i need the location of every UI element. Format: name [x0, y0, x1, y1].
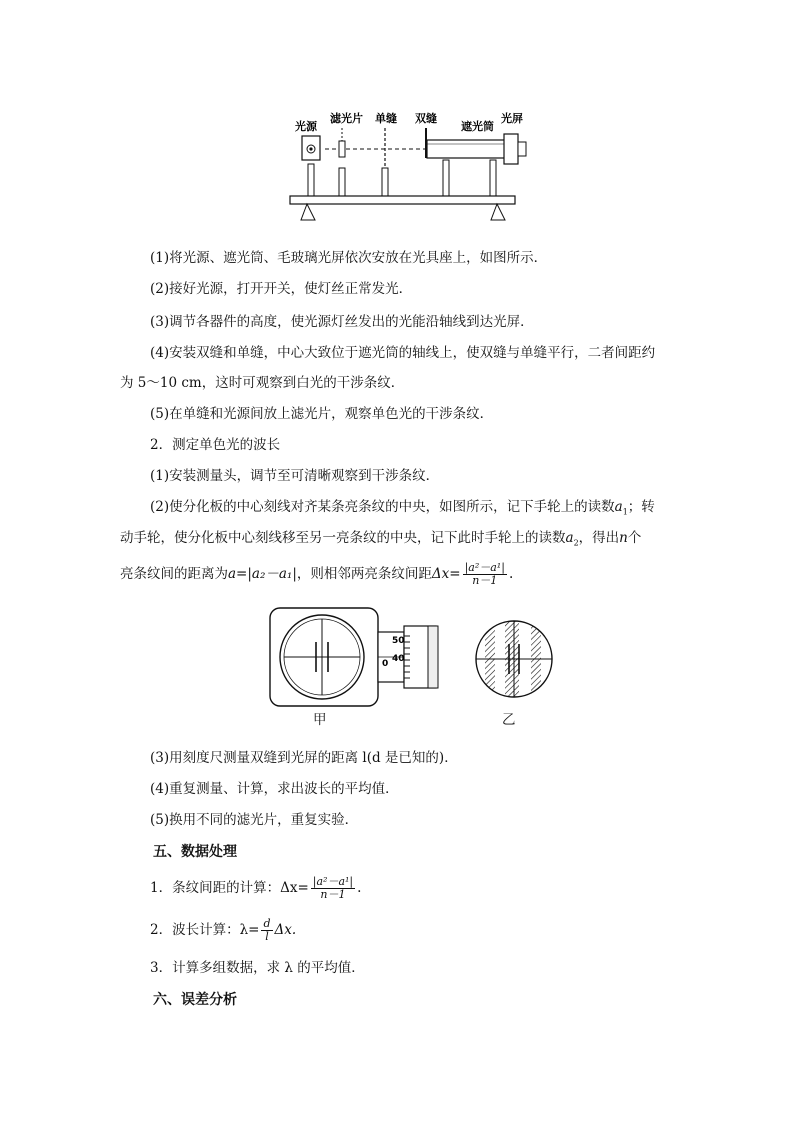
item2-numerator: d [263, 917, 271, 930]
section-6-heading: 六、误差分析 [153, 992, 237, 1008]
step-2: (2)接好光源，打开开关，使灯丝正常发光． [150, 281, 413, 297]
delta-x: Δx= [431, 566, 461, 582]
m2a-pre: (2)使分化板的中心刻线对齐某条亮条纹的中央，如图所示，记下手轮上的读数 [150, 499, 615, 515]
label-single-slit: 单缝 [375, 112, 397, 125]
item1-fraction [311, 876, 355, 901]
measure-step-2-line-3 [0, 562, 794, 587]
fraction-denominator: n－1 [472, 574, 498, 587]
m2b-mid: ，得出 [578, 530, 620, 546]
sub-2: 2 [573, 538, 579, 548]
step-3: (3)调节各器件的高度，使光源灯丝发出的光能沿轴线到达光屏． [150, 314, 534, 330]
fringe-diagram [473, 618, 555, 700]
section-5-heading: 五、数据处理 [153, 844, 237, 860]
apparatus-diagram [285, 108, 535, 230]
label-screen: 光屏 [501, 112, 523, 125]
period: . [508, 566, 514, 582]
m2c-mid: ，则相邻两亮条纹间距 [296, 566, 432, 582]
measure-step-1: (1)安装测量头，调节至可清晰观察到干涉条纹． [150, 468, 440, 484]
m2b-pre: 动手轮，使分化板中心刻线移至另一亮条纹的中央，记下此时手轮上的读数 [120, 530, 566, 546]
data-item-3: 3．计算多组数据，求 λ 的平均值． [150, 960, 365, 976]
item2-fraction [261, 918, 272, 943]
scale-label-50: 50 [392, 636, 405, 646]
item2-pre: 2．波长计算：λ= [150, 922, 260, 938]
m2b-post: 个 [627, 530, 642, 546]
scale-label-0: 0 [382, 659, 389, 669]
micrometer-diagram [268, 606, 448, 708]
item2-denominator: l [265, 930, 269, 943]
label-tube: 遮光筒 [461, 120, 494, 133]
distance-formula: a=|a₂－a₁| [228, 566, 297, 582]
measure-step-2-line-1 [0, 497, 794, 523]
item1-pre: 1．条纹间距的计算：Δx= [150, 880, 309, 896]
sub-1: 1 [622, 507, 628, 517]
step-4-line-2: 为 5～10 cm，这时可观察到白光的干涉条纹． [120, 375, 405, 391]
step-1: (1)将光源、遮光筒、毛玻璃光屏依次安放在光具座上，如图所示． [150, 250, 548, 266]
fringe-spacing-fraction [463, 562, 507, 587]
step-5: (5)在单缝和光源间放上滤光片，观察单色光的干涉条纹． [150, 406, 494, 422]
scale-label-40: 40 [392, 654, 405, 664]
var-a1: a [614, 499, 623, 515]
data-item-1 [0, 876, 794, 901]
m2c-pre: 亮条纹间的距离为 [120, 566, 228, 582]
figure-label-jia: 甲 [313, 712, 327, 728]
figure-label-yi: 乙 [502, 712, 516, 728]
fraction-numerator: |a²－a¹| [464, 561, 505, 574]
label-filter: 滤光片 [330, 112, 363, 125]
data-item-2 [0, 918, 794, 943]
var-n: n [619, 530, 628, 546]
measure-step-2-line-2 [0, 528, 794, 554]
measure-step-5: (5)换用不同的滤光片，重复实验． [150, 812, 359, 828]
item2-post: Δx. [274, 922, 297, 938]
step-4-line-1: (4)安装双缝和单缝，中心大致位于遮光筒的轴线上，使双缝与单缝平行，二者间距约 [150, 345, 656, 361]
measure-step-4: (4)重复测量、计算，求出波长的平均值． [150, 781, 399, 797]
m2a-post: ；转 [627, 499, 655, 515]
subsection-2-title: 2．测定单色光的波长 [150, 437, 281, 453]
item1-denominator: n－1 [320, 888, 346, 901]
label-light-source: 光源 [295, 120, 317, 133]
measure-step-3: (3)用刻度尺测量双缝到光屏的距离 l(d 是已知的)． [150, 750, 458, 766]
label-double-slit: 双缝 [415, 112, 437, 125]
item1-post: . [357, 880, 362, 896]
var-a2: a [565, 530, 574, 546]
item1-numerator: |a²－a¹| [312, 875, 354, 888]
